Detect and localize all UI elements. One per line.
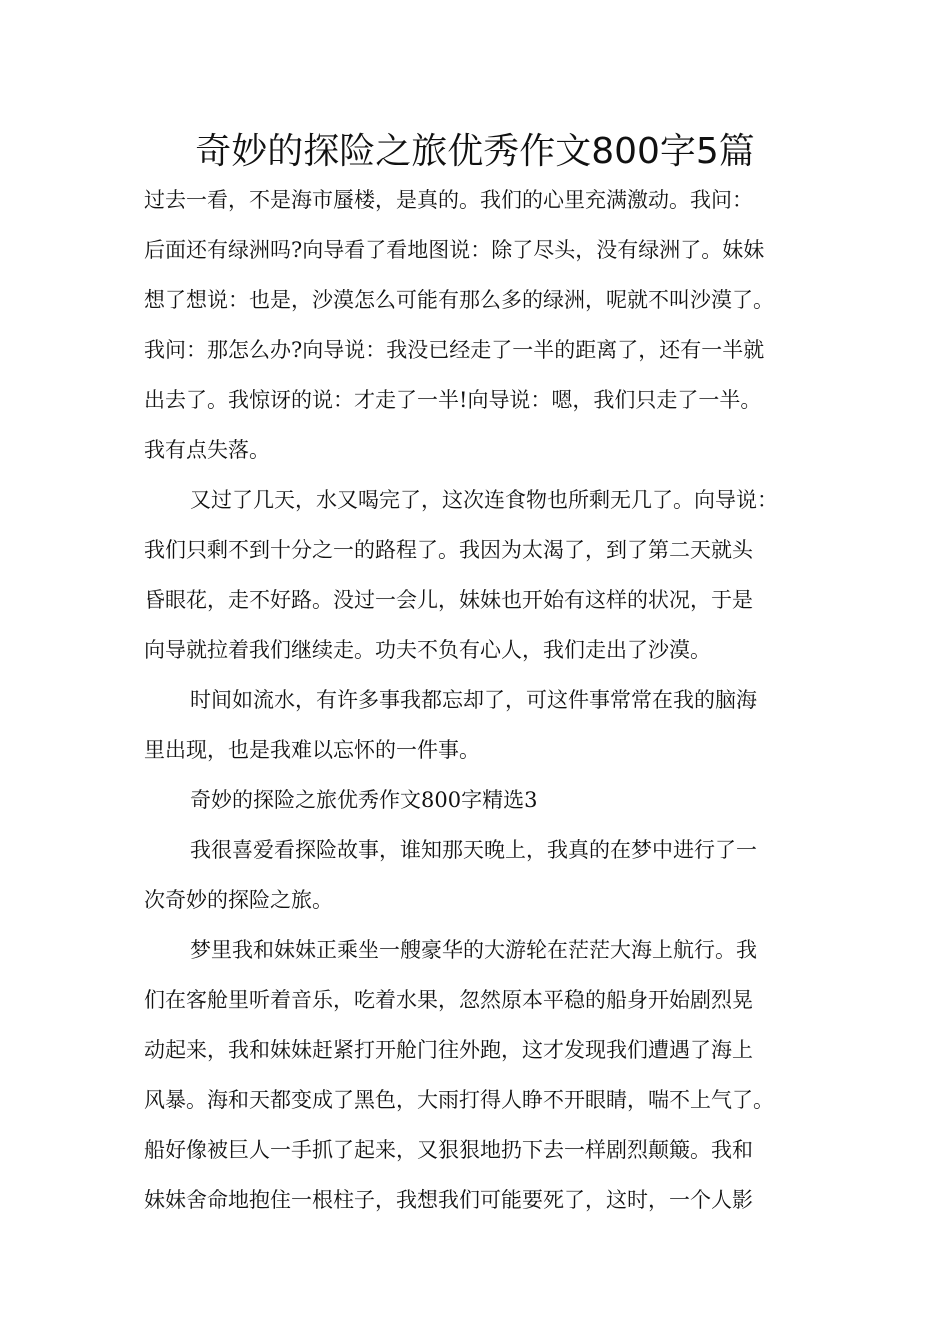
text-line: 我很喜爱看探险故事，谁知那天晚上，我真的在梦中进行了一 <box>190 838 757 862</box>
text-line: 动起来，我和妹妹赶紧打开舱门往外跑，这才发现我们遭遇了海上 <box>144 1038 753 1062</box>
text-line: 想了想说：也是，沙漠怎么可能有那么多的绿洲，呢就不叫沙漠了。 <box>144 288 774 312</box>
text-line: 我有点失落。 <box>144 438 270 462</box>
text-line: 风暴。海和天都变成了黑色，大雨打得人睁不开眼睛，喘不上气了。 <box>144 1088 774 1112</box>
text-line: 我们只剩不到十分之一的路程了。我因为太渴了，到了第二天就头 <box>144 538 753 562</box>
text-line: 里出现，也是我难以忘怀的一件事。 <box>144 738 480 762</box>
text-line: 过去一看，不是海市蜃楼，是真的。我们的心里充满激动。我问： <box>144 188 753 212</box>
text-line: 们在客舱里听着音乐，吃着水果，忽然原本平稳的船身开始剧烈晃 <box>144 988 753 1012</box>
text-line: 出去了。我惊讶的说：才走了一半!向导说：嗯，我们只走了一半。 <box>144 388 762 412</box>
text-line: 船好像被巨人一手抓了起来，又狠狠地扔下去一样剧烈颠簸。我和 <box>144 1138 753 1162</box>
text-line: 我问：那怎么办?向导说：我没已经走了一半的距离了，还有一半就 <box>144 338 765 362</box>
document-title: 奇妙的探险之旅优秀作文800字5篇 <box>195 131 755 172</box>
text-line: 后面还有绿洲吗?向导看了看地图说：除了尽头，没有绿洲了。妹妹 <box>144 238 765 262</box>
text-line: 梦里我和妹妹正乘坐一艘豪华的大游轮在茫茫大海上航行。我 <box>190 938 757 962</box>
section-heading: 奇妙的探险之旅优秀作文800字精选3 <box>190 788 538 812</box>
text-line: 妹妹舍命地抱住一根柱子，我想我们可能要死了，这时，一个人影 <box>144 1188 753 1212</box>
text-line: 向导就拉着我们继续走。功夫不负有心人，我们走出了沙漠。 <box>144 638 711 662</box>
text-line: 时间如流水，有许多事我都忘却了，可这件事常常在我的脑海 <box>190 688 757 712</box>
text-line: 昏眼花，走不好路。没过一会儿，妹妹也开始有这样的状况，于是 <box>144 588 753 612</box>
text-line: 次奇妙的探险之旅。 <box>144 888 333 912</box>
text-line: 又过了几天，水又喝完了，这次连食物也所剩无几了。向导说： <box>190 488 778 512</box>
